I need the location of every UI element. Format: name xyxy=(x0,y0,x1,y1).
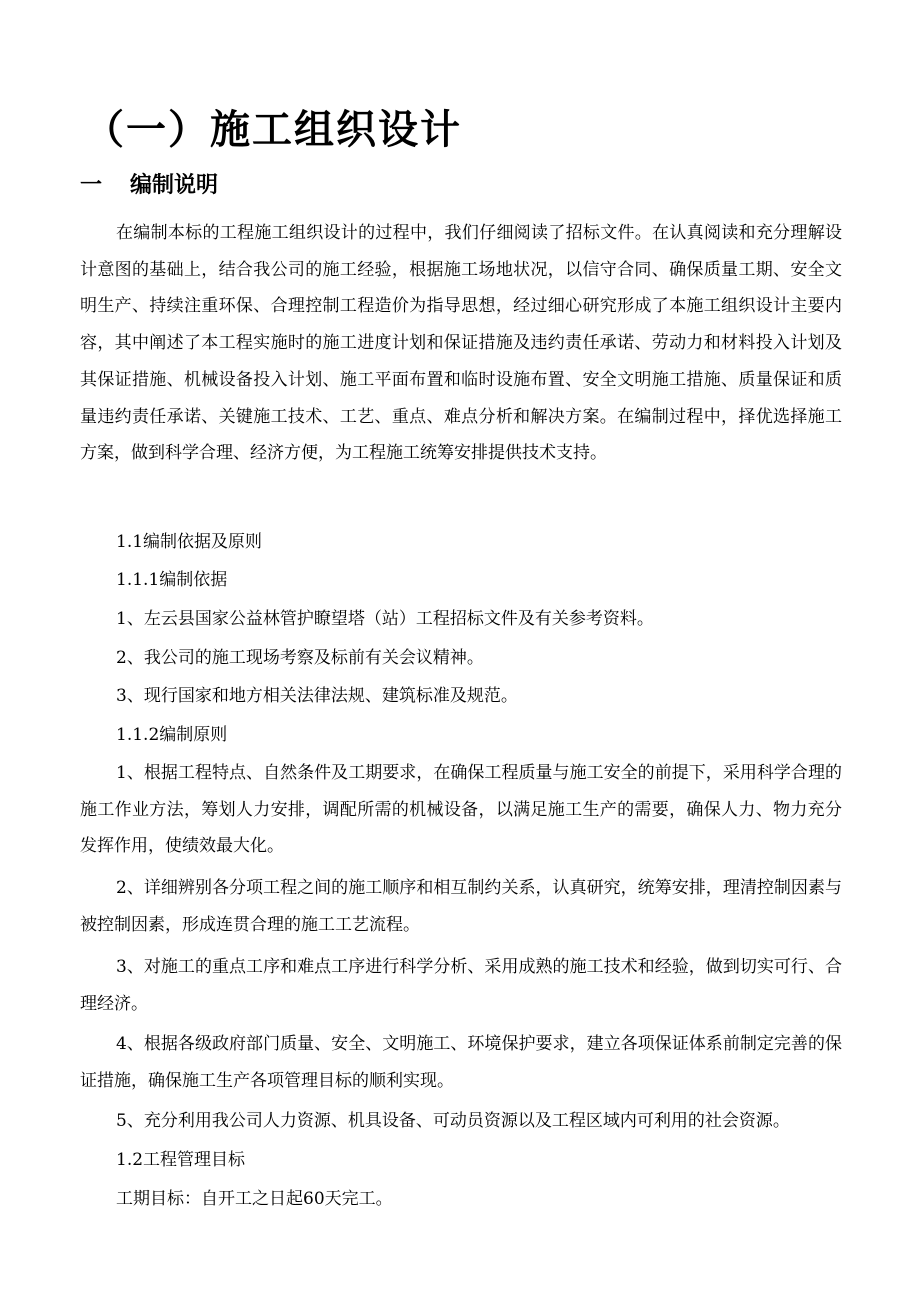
principle-item: 5、充分利用我公司人力资源、机具设备、可动员资源以及工程区域内可利用的社会资源。 xyxy=(116,1111,790,1131)
basis-item: 2、我公司的施工现场考察及标前有关会议精神。 xyxy=(116,648,484,668)
principle-item: 4、根据各级政府部门质量、安全、文明施工、环境保护要求，建立各项保证体系前制定完善的保证措施，确保施工生产各项管理目标的顺利实现。 xyxy=(80,1034,842,1091)
subheading-1-2: 1.2工程管理目标 xyxy=(116,1150,246,1170)
subheading-1-1-1: 1.1.1编制依据 xyxy=(116,570,228,590)
principle-item: 3、对施工的重点工序和难点工序进行科学分析、采用成熟的施工技术和经验，做到切实可行、合理经济。 xyxy=(80,957,842,1014)
intro-paragraph: 在编制本标的工程施工组织设计的过程中，我们仔细阅读了招标文件。在认真阅读和充分理解设计意图的基础上，结合我公司的施工经验，根据施工场地状况，以信守合同、确保质量工期、安全文明生产、持续注重环保、合理控制工程造价为指导思想，经过细心研究形成了本施工组织设计主要内容，其中阐述了本工程实施时的施工进度计划和保证措施及违约责任承诺、劳动力和材料投入计划及其保证措施、机械设备投入计划、施工平面布置和临时设施布置、安全文明施工措施、质量保证和质量违约责任承诺、关键施工技术、工艺、重点、难点分析和解决方案。在编制过程中，择优选择施工方案，做到科学合理、经济方便，为工程施工统筹安排提供技术支持。 xyxy=(80,223,842,464)
document-title: （一）施工组织设计 xyxy=(84,106,462,153)
subheading-1-1: 1.1编制依据及原则 xyxy=(116,532,263,552)
principle-item: 1、根据工程特点、自然条件及工期要求，在确保工程质量与施工安全的前提下，采用科学合理的施工作业方法，筹划人力安排，调配所需的机械设备，以满足施工生产的需要，确保人力、物力充分发挥作用，使绩效最大化。 xyxy=(80,763,842,857)
principle-item: 2、详细辨别各分项工程之间的施工顺序和相互制约关系，认真研究，统筹安排，理清控制因素与被控制因素，形成连贯合理的施工工艺流程。 xyxy=(80,878,842,935)
basis-item: 3、现行国家和地方相关法律法规、建筑标准及规范。 xyxy=(116,686,518,706)
schedule-goal: 工期目标：自开工之日起60天完工。 xyxy=(116,1189,393,1209)
section-title: 编制说明 xyxy=(130,172,219,198)
section-number: 一 xyxy=(80,172,103,198)
subheading-1-1-2: 1.1.2编制原则 xyxy=(116,725,228,745)
basis-item: 1、左云县国家公益林管护瞭望塔（站）工程招标文件及有关参考资料。 xyxy=(116,609,654,629)
section-heading xyxy=(80,168,218,199)
